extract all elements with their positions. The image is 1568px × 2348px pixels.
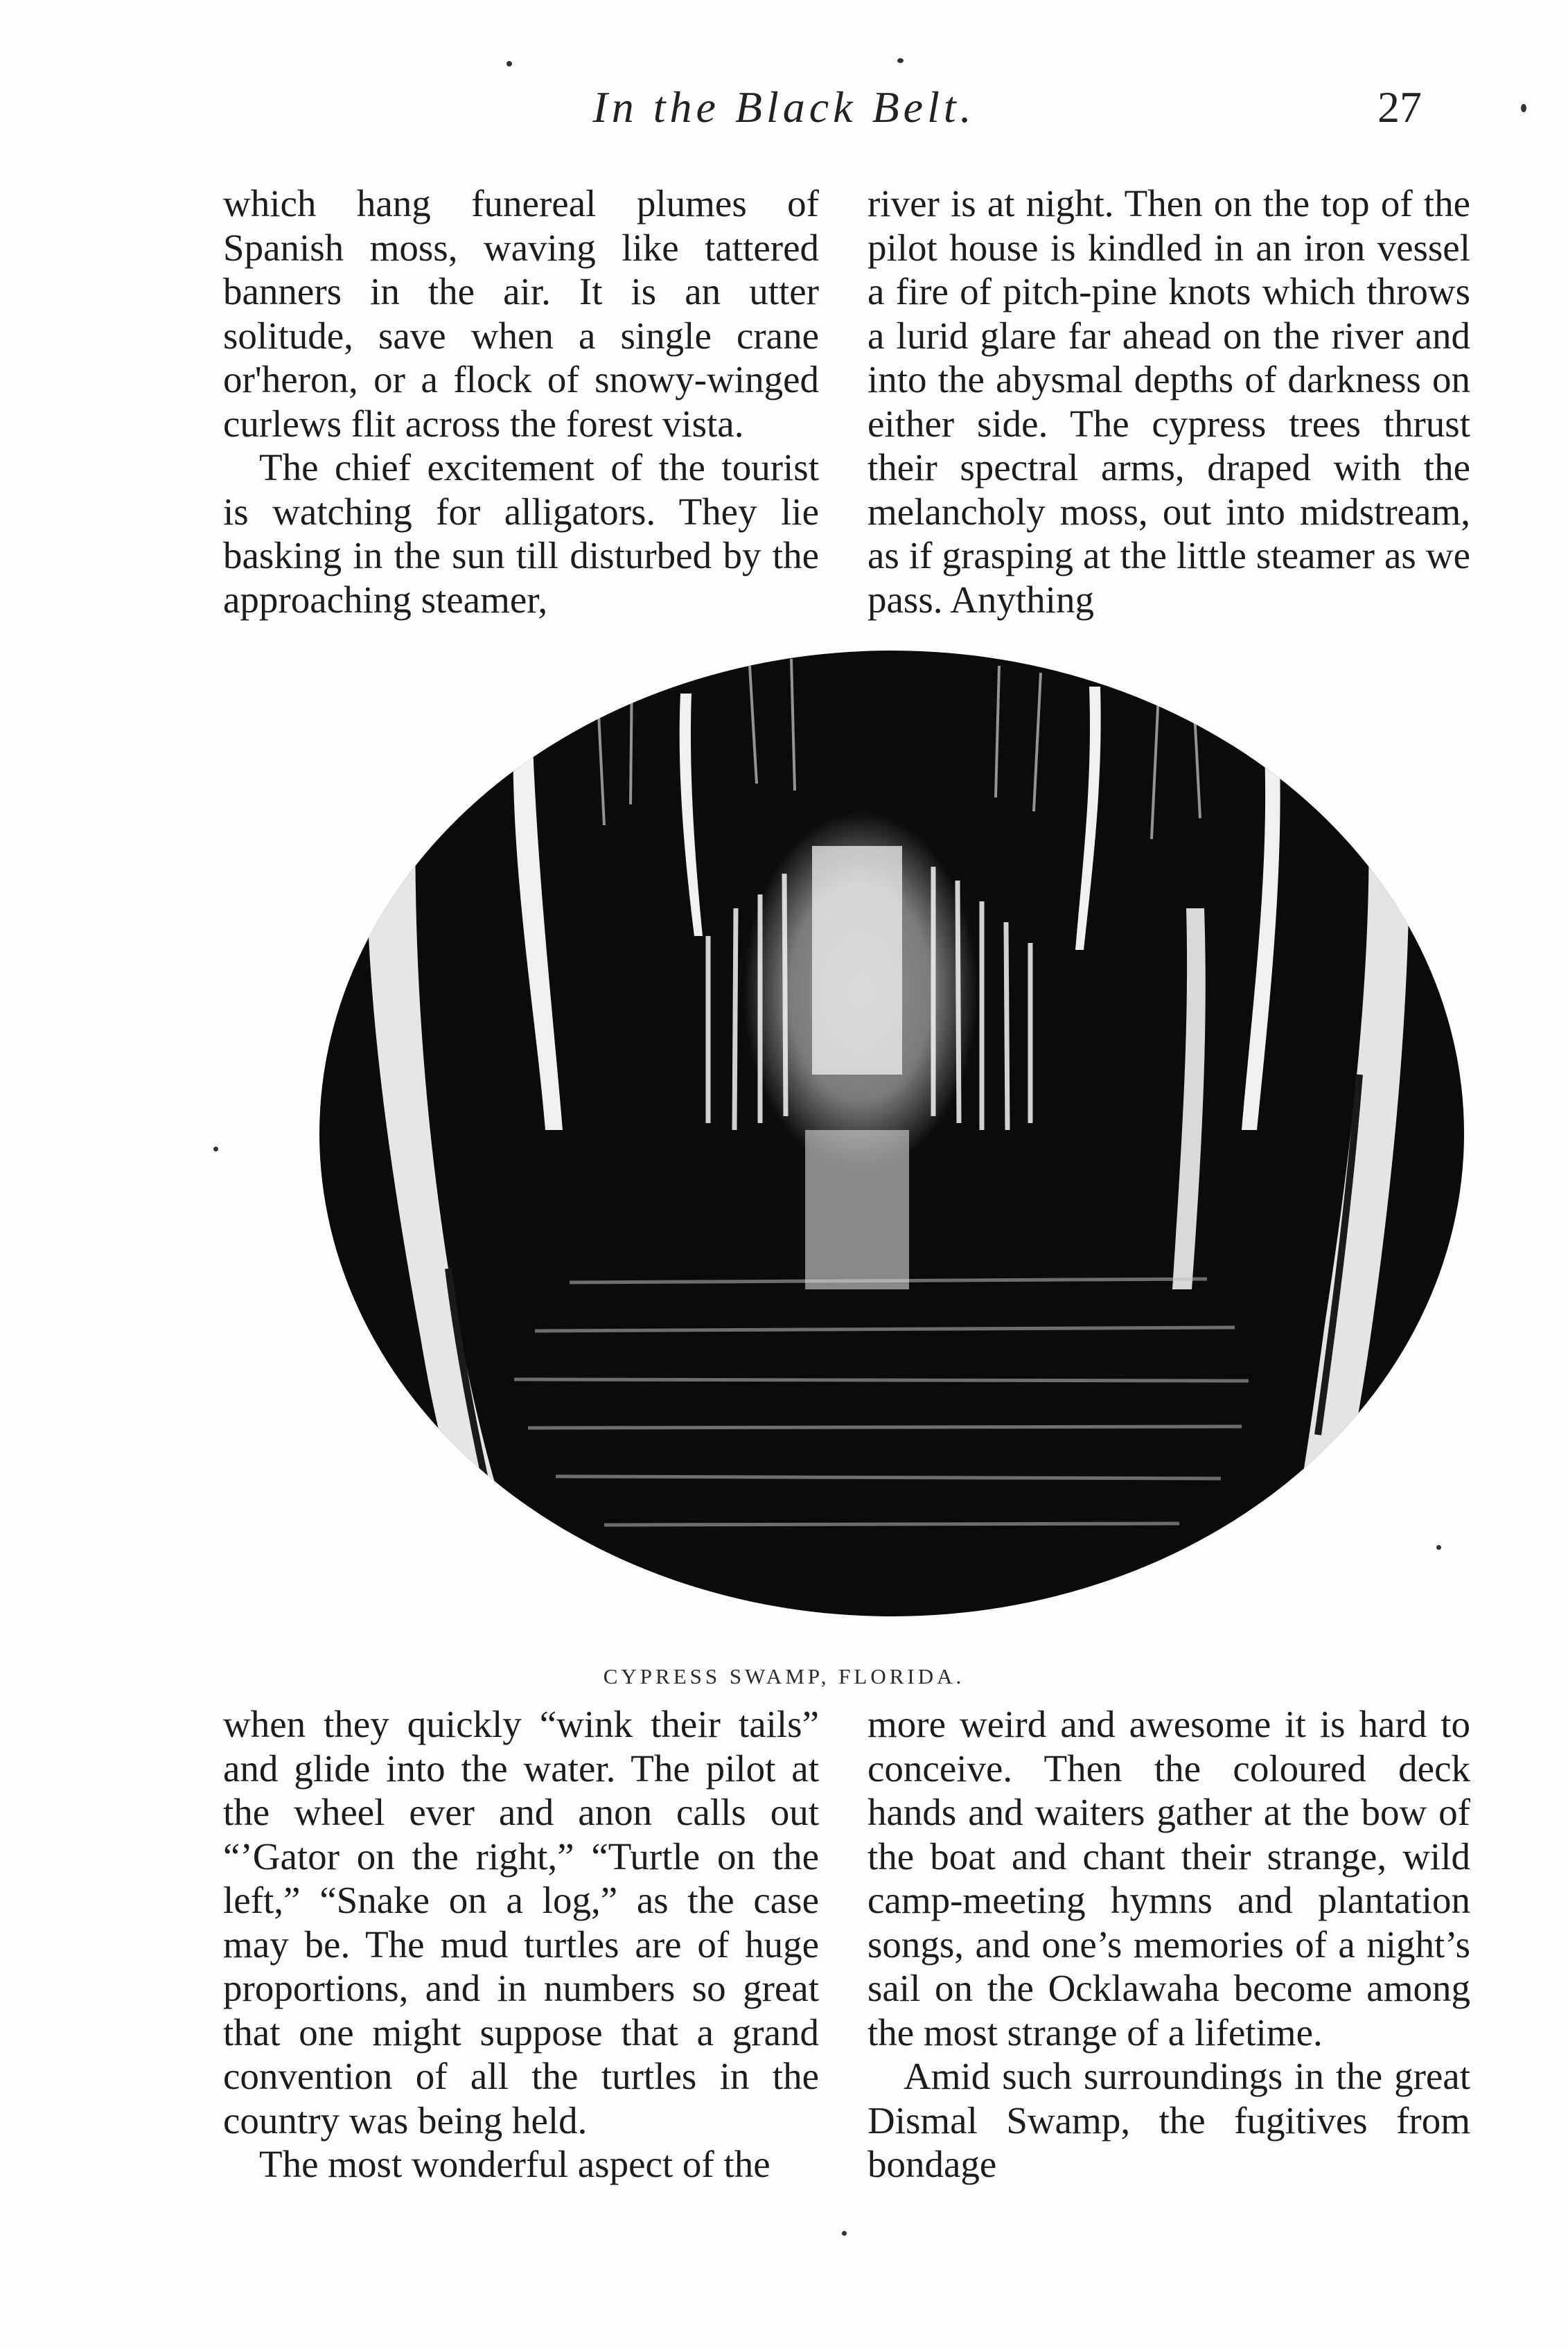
paragraph: which hang funereal plumes of Spanish moss, waving like tattered banners in the air. It is an utter solitude, save when a single crane or'heron, or a flock of snowy-winged curlews flit across the forest vista. (223, 182, 819, 445)
print-speck (842, 2231, 847, 2236)
paragraph: more weird and awesome it is hard to conceive. Then the coloured deck hands and waiters gather at the bow of the boat and chant their strange, wild camp-meeting hymns and plantation songs, and one’s memories of a night’s sail on the Ocklawaha become among the most strange of a lifetime. (867, 1703, 1470, 2054)
paragraph: Amid such surroundings in the great Dismal Swamp, the fugitives from bondage (867, 2055, 1470, 2185)
paragraph: The most wonderful aspect of the (259, 2143, 770, 2185)
print-speck (213, 1147, 218, 1151)
running-title: In the Black Belt. (592, 82, 976, 132)
text-column-top-left (223, 182, 819, 621)
paragraph: The chief excitement of the tourist is watching for alligators. They lie basking in the sun till disturbed by the approaching steamer, (223, 446, 819, 621)
cypress-swamp-illustration (306, 645, 1477, 1623)
text-column-top-right (867, 182, 1470, 621)
paragraph: river is at night. Then on the top of the pilot house is kindled in an iron vessel a fire of pitch-pine knots which throws a lurid glare far ahead on the river and into the abysmal depths of darkness on either side. The cypress trees thrust their spectral arms, draped with the melancholy moss, out into midstream, as if grasping at the little steamer as we pass. Anything (867, 182, 1470, 621)
engraving-image (306, 645, 1477, 1623)
print-speck (897, 58, 904, 63)
text-column-bottom-left (223, 1702, 819, 2187)
print-speck (506, 61, 512, 67)
figure-caption: CYPRESS SWAMP, FLORIDA. (603, 1664, 965, 1688)
paragraph: when they quickly “wink their tails” and glide into the water. The pilot at the wheel ever and anon calls out “’Gator on the right,” “Turtle on the left,” “Snake on a log,” as the case may be. The mud turtles are of huge proportions, and in numbers so great that one might suppose that a grand convention of all the turtles in the country was being held. (223, 1703, 819, 2142)
print-speck (1521, 104, 1526, 112)
page-number: 27 (1377, 82, 1422, 132)
text-column-bottom-right (867, 1702, 1470, 2187)
print-speck (1436, 1545, 1441, 1550)
